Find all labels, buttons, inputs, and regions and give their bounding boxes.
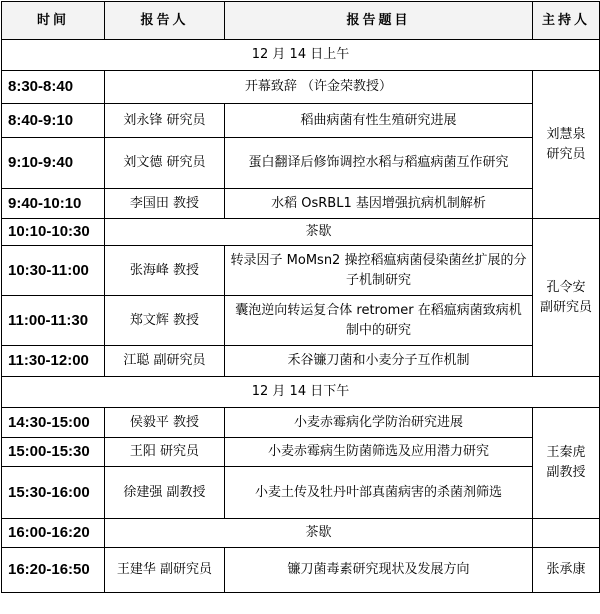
header-time: 时间	[2, 2, 105, 40]
time-cell: 16:20-16:50	[2, 548, 105, 593]
table-row	[2, 548, 600, 593]
time-cell: 10:10-10:30	[2, 219, 105, 246]
title-cell: 蛋白翻译后修饰调控水稻与稻瘟病菌互作研究	[225, 138, 533, 189]
host-cell-2	[533, 219, 600, 377]
time-cell: 8:40-9:10	[2, 104, 105, 138]
host-cell-3	[533, 408, 600, 519]
time-cell: 9:40-10:10	[2, 189, 105, 219]
host-name: 张承康	[546, 562, 586, 577]
table-row	[2, 519, 600, 548]
time-cell: 11:00-11:30	[2, 296, 105, 346]
host-role: 研究员	[546, 146, 586, 162]
speaker-cell: 刘永锋 研究员	[105, 104, 225, 138]
section-morning: 12 月 14 日上午	[2, 40, 600, 71]
title-cell: 水稻 OsRBL1 基因增强抗病机制解析	[225, 189, 533, 219]
time-cell: 11:30-12:00	[2, 346, 105, 377]
table-row	[2, 138, 600, 189]
host-cell-1	[533, 71, 600, 219]
speaker-cell: 江聪 副研究员	[105, 346, 225, 377]
host-role: 副研究员	[539, 299, 592, 315]
title-cell: 小麦赤霉病生防菌筛选及应用潜力研究	[225, 438, 533, 467]
title-cell: 小麦土传及牡丹叶部真菌病害的杀菌剂筛选	[225, 467, 533, 519]
table-row	[2, 296, 600, 346]
speaker-cell: 刘文德 研究员	[105, 138, 225, 189]
table-row	[2, 71, 600, 104]
time-cell: 9:10-9:40	[2, 138, 105, 189]
header-speaker: 报告人	[105, 2, 225, 40]
time-cell: 16:00-16:20	[2, 519, 105, 548]
speaker-cell: 侯毅平 教授	[105, 408, 225, 438]
host-cell-4	[533, 548, 600, 593]
speaker-cell: 王阳 研究员	[105, 438, 225, 467]
title-cell: 稻曲病菌有性生殖研究进展	[225, 104, 533, 138]
time-cell: 15:00-15:30	[2, 438, 105, 467]
host-name: 孔令安	[546, 279, 586, 295]
time-cell: 14:30-15:00	[2, 408, 105, 438]
host-name: 刘慧泉	[546, 126, 586, 142]
header-title: 报告题目	[225, 2, 533, 40]
title-cell: 茶歇	[105, 219, 533, 246]
speaker-cell: 李国田 教授	[105, 189, 225, 219]
table-row	[2, 438, 600, 467]
title-cell: 禾谷镰刀菌和小麦分子互作机制	[225, 346, 533, 377]
host-role: 副教授	[546, 465, 586, 480]
time-cell: 10:30-11:00	[2, 246, 105, 296]
header-host: 主持人	[533, 2, 600, 40]
speaker-cell: 徐建强 副教授	[105, 467, 225, 519]
title-cell: 茶歇	[105, 519, 533, 548]
table-row	[2, 104, 600, 138]
title-cell: 开幕致辞 （许金荣教授）	[105, 71, 533, 104]
table-row	[2, 346, 600, 377]
section-afternoon: 12 月 14 日下午	[2, 377, 600, 408]
section-row-morning	[2, 40, 600, 71]
table-row	[2, 408, 600, 438]
time-cell: 15:30-16:00	[2, 467, 105, 519]
table-row	[2, 246, 600, 296]
title-cell: 转录因子 MoMsn2 操控稻瘟病菌侵染菌丝扩展的分子机制研究	[225, 246, 533, 296]
header-row	[2, 2, 600, 40]
speaker-cell: 郑文辉 教授	[105, 296, 225, 346]
schedule-table	[1, 1, 600, 593]
speaker-cell: 张海峰 教授	[105, 246, 225, 296]
table-row	[2, 467, 600, 519]
table-row	[2, 219, 600, 246]
table-row	[2, 189, 600, 219]
host-name: 王秦虎	[546, 445, 586, 460]
section-row-afternoon	[2, 377, 600, 408]
host-cell-empty	[533, 519, 600, 548]
title-cell: 囊泡逆向转运复合体 retromer 在稻瘟病菌致病机制中的研究	[225, 296, 533, 346]
speaker-cell: 王建华 副研究员	[105, 548, 225, 593]
title-cell: 镰刀菌毒素研究现状及发展方向	[225, 548, 533, 593]
title-cell: 小麦赤霉病化学防治研究进展	[225, 408, 533, 438]
time-cell: 8:30-8:40	[2, 71, 105, 104]
